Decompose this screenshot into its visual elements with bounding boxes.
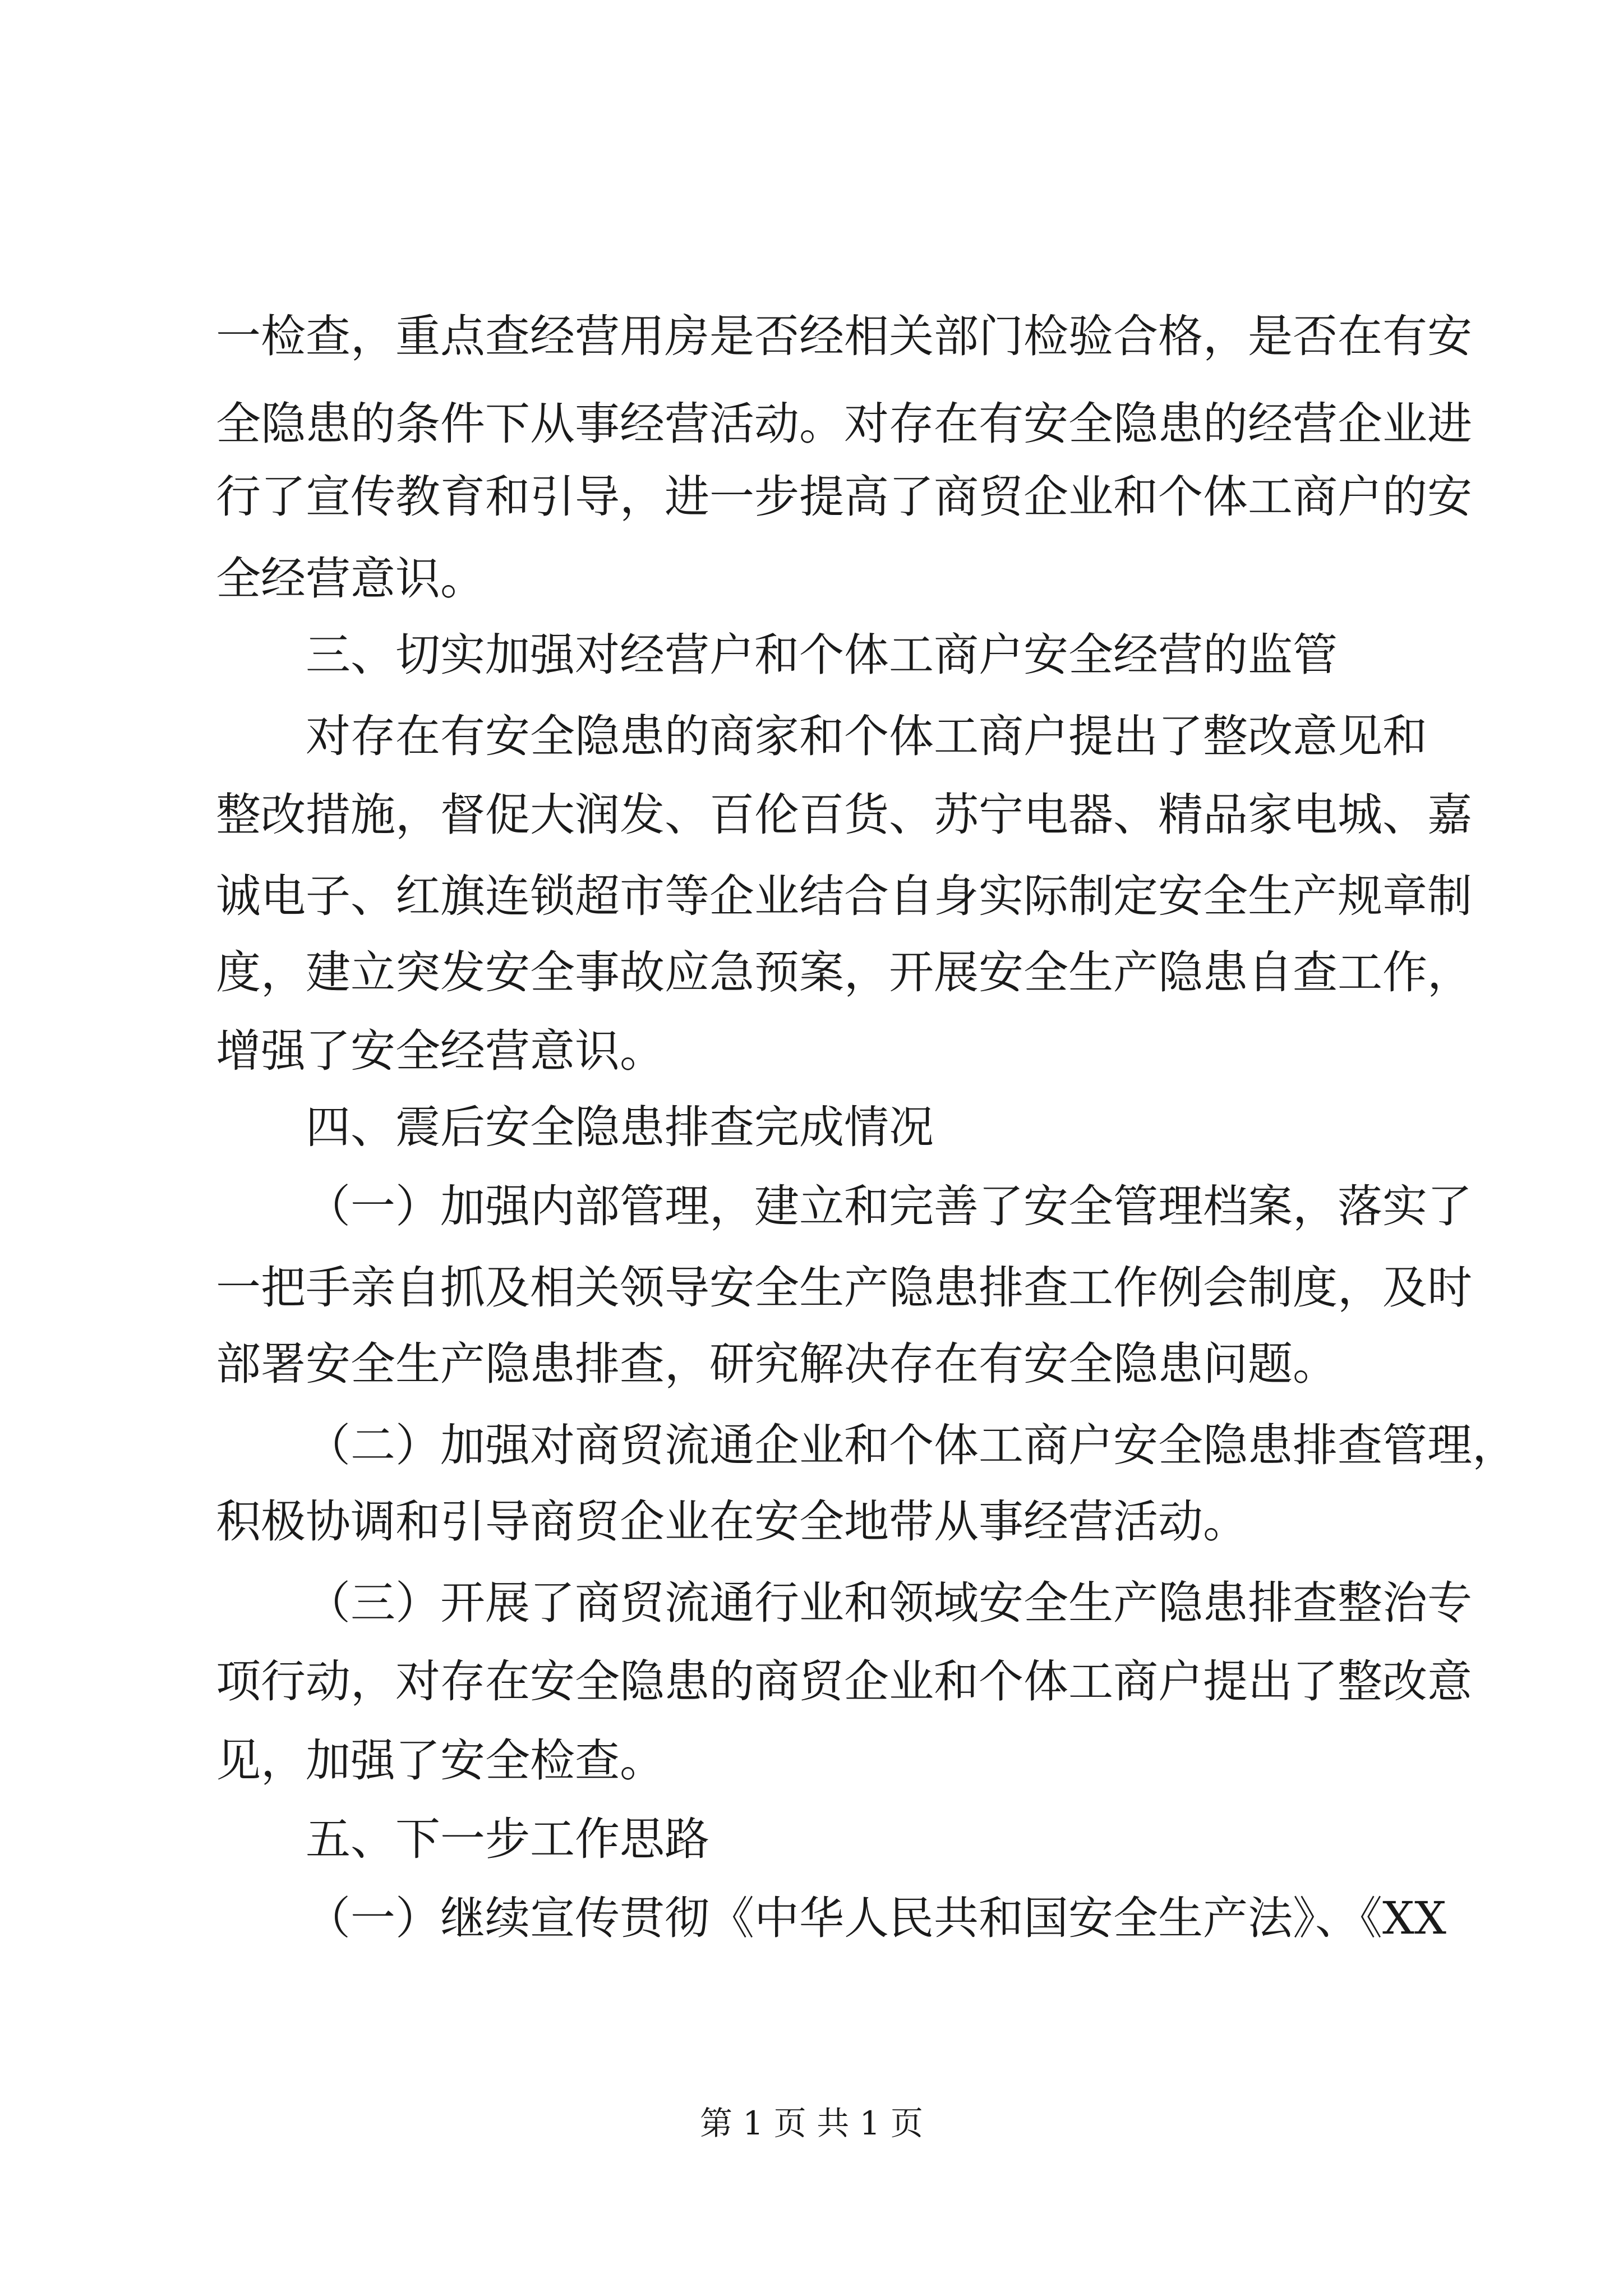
body-line: 项行动，对存在安全隐患的商贸企业和个体工商户提出了整改意 (216, 1655, 1472, 1708)
body-line: 整改措施，督促大润发、百伦百货、苏宁电器、精品家电城、嘉 (216, 789, 1472, 841)
body-line: （二）加强对商贸流通企业和个体工商户安全隐患排查管理， (306, 1419, 1517, 1471)
body-line: （三）开展了商贸流通行业和领域安全生产隐患排查整治专 (306, 1577, 1472, 1629)
body-line: 积极协调和引导商贸企业在安全地带从事经营活动。 (216, 1496, 1248, 1548)
body-line: 行了宣传教育和引导，进一步提高了商贸企业和个体工商户的安 (216, 471, 1472, 523)
body-line: 度，建立突发安全事故应急预案，开展安全生产隐患自查工作， (216, 946, 1472, 999)
body-line: 见，加强了安全检查。 (216, 1734, 665, 1787)
body-line: 增强了安全经营意识。 (216, 1025, 665, 1077)
section-heading: 四、震后安全隐患排查完成情况 (306, 1101, 934, 1153)
body-line: （一）加强内部管理，建立和完善了安全管理档案，落实了 (306, 1180, 1472, 1232)
body-line: 一把手亲自抓及相关领导安全生产隐患排查工作例会制度，及时 (216, 1262, 1472, 1314)
page-number-footer: 第 1 页 共 1 页 (700, 2104, 923, 2142)
body-line: 全经营意识。 (216, 553, 485, 605)
body-line: 一检查，重点查经营用房是否经相关部门检验合格，是否在有安 (216, 310, 1472, 362)
section-heading: 三、切实加强对经营户和个体工商户安全经营的监管 (306, 629, 1338, 681)
body-line: 诚电子、红旗连锁超市等企业结合自身实际制定安全生产规章制 (216, 870, 1472, 922)
body-line: （一）继续宣传贯彻《中华人民共和国安全生产法》、《XX (306, 1892, 1446, 1944)
section-heading: 五、下一步工作思路 (306, 1813, 709, 1865)
body-line: 全隐患的条件下从事经营活动。对存在有安全隐患的经营企业进 (216, 398, 1472, 450)
body-line: 部署安全生产隐患排查，研究解决存在有安全隐患问题。 (216, 1338, 1338, 1390)
body-line: 对存在有安全隐患的商家和个体工商户提出了整改意见和 (306, 710, 1427, 762)
